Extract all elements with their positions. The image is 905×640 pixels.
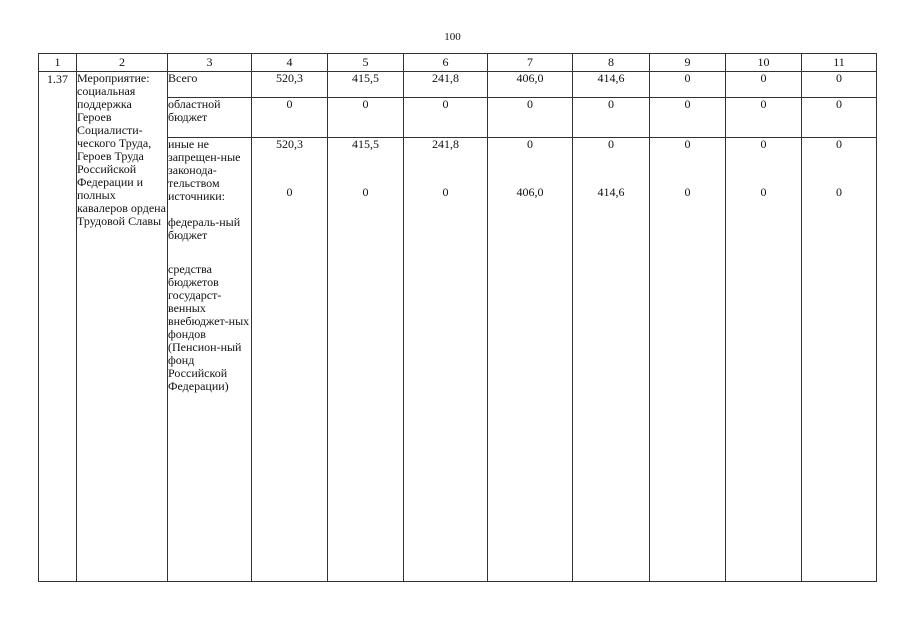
- header-cell: 5: [328, 54, 404, 72]
- value-cell: [252, 138, 328, 582]
- value-cell: [573, 138, 650, 582]
- header-cell: 6: [404, 54, 488, 72]
- pension-value: 0: [286, 185, 293, 199]
- value-cell: 0: [404, 98, 488, 138]
- pension-value: 0: [836, 185, 842, 199]
- row-number: 1.37: [39, 72, 77, 582]
- value-cell: 0: [488, 98, 573, 138]
- value-cell: 0: [802, 72, 877, 98]
- value-cell: [726, 138, 802, 582]
- value-cell: 414,6: [573, 72, 650, 98]
- header-cell: 2: [77, 54, 168, 72]
- pension-value: 0: [760, 185, 767, 199]
- value-cell: [328, 138, 404, 582]
- header-cell: 4: [252, 54, 328, 72]
- federal-value: 520,3: [276, 137, 303, 151]
- value-cell: 0: [726, 98, 802, 138]
- source-label: Всего: [168, 72, 252, 98]
- funding-table: [38, 53, 877, 582]
- federal-value: 0: [836, 137, 842, 151]
- value-cell: 0: [802, 98, 877, 138]
- table-row: [39, 72, 877, 98]
- value-cell: 520,3: [252, 72, 328, 98]
- source-label: областной бюджет: [168, 98, 252, 138]
- value-cell: 415,5: [328, 72, 404, 98]
- pension-value: 0: [684, 185, 691, 199]
- value-cell: 0: [726, 72, 802, 98]
- header-cell: 9: [650, 54, 726, 72]
- header-cell: 1: [39, 54, 77, 72]
- pension-fund-label: средства бюджетов государст-венных внебюджет-ных фондов (Пенсион-ный фонд Российской Федерации): [168, 262, 250, 393]
- header-cell: 10: [726, 54, 802, 72]
- header-cell: 11: [802, 54, 877, 72]
- federal-value: 415,5: [352, 137, 379, 151]
- value-cell: [802, 138, 877, 582]
- other-sources-cell: [168, 138, 252, 582]
- header-cell: 7: [488, 54, 573, 72]
- pension-value: 414,6: [597, 185, 625, 199]
- value-cell: [650, 138, 726, 582]
- federal-value: 0: [684, 137, 691, 151]
- federal-budget-label: федераль-ный бюджет: [168, 215, 241, 242]
- pension-value: 0: [442, 185, 449, 199]
- value-cell: 0: [252, 98, 328, 138]
- pension-value: 0: [362, 185, 369, 199]
- header-cell: 3: [168, 54, 252, 72]
- value-cell: 406,0: [488, 72, 573, 98]
- federal-value: 0: [760, 137, 767, 151]
- value-cell: 0: [573, 98, 650, 138]
- header-row: [39, 54, 877, 72]
- value-cell: [488, 138, 573, 582]
- value-cell: 241,8: [404, 72, 488, 98]
- federal-value: 241,8: [432, 137, 459, 151]
- value-cell: 0: [650, 72, 726, 98]
- federal-value: 0: [527, 137, 533, 151]
- pension-value: 406,0: [516, 185, 544, 199]
- header-cell: 8: [573, 54, 650, 72]
- value-cell: 0: [650, 98, 726, 138]
- other-sources-label: иные не запрещен-ные законода-тельством источники:: [168, 137, 241, 203]
- federal-value: 0: [608, 137, 614, 151]
- value-cell: 0: [328, 98, 404, 138]
- measure-name: Мероприятие: социальная поддержка Героев Социалисти-ческого Труда, Героев Труда Российской Федерации и полных кавалеров ордена Трудовой Славы: [77, 72, 168, 582]
- value-cell: [404, 138, 488, 582]
- page-number: 100: [444, 31, 461, 43]
